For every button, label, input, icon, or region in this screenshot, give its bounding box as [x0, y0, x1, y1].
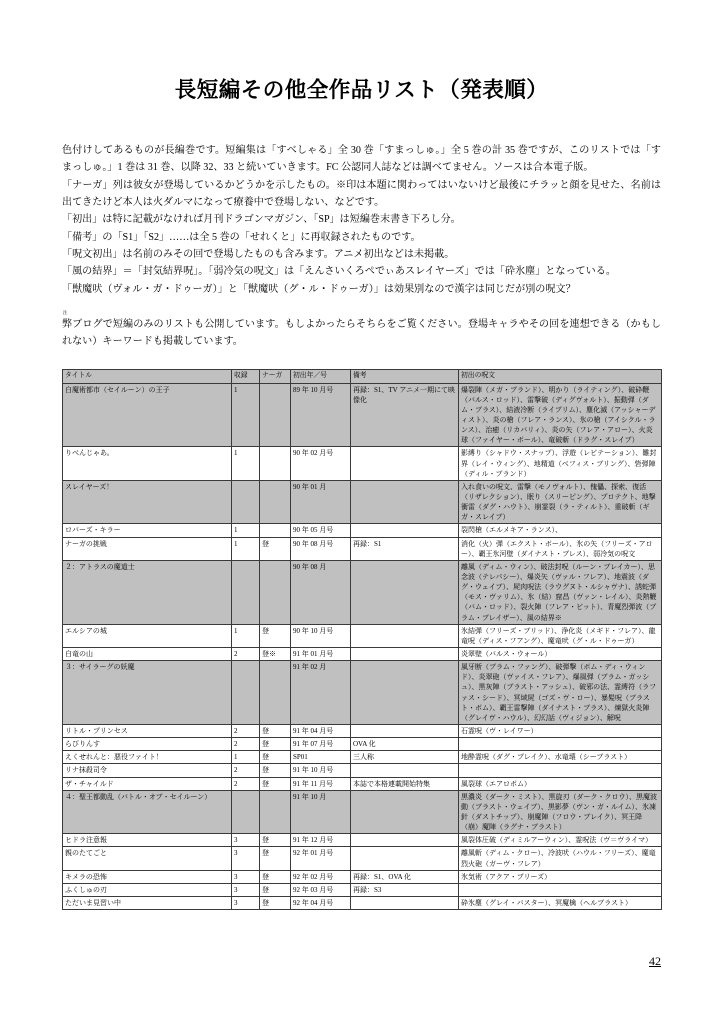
- cell-date: 90 年 02 月号: [291, 447, 351, 480]
- cell-date: SP01: [291, 751, 351, 764]
- cell-spells: 氷気術（アクア・ブリーズ）: [459, 870, 662, 883]
- cell-date: 90 年 08 月号: [291, 537, 351, 560]
- cell-volume: 3: [232, 883, 260, 896]
- table-row: [63, 834, 662, 847]
- cell-naga: 登: [260, 724, 291, 737]
- column-header-date: 初出年／号: [291, 369, 351, 383]
- cell-date: 91 年 07 月号: [291, 738, 351, 751]
- cell-date: 91 年 12 月号: [291, 834, 351, 847]
- cell-notes: [351, 847, 459, 870]
- cell-title: 白魔術都市（セイルーン）の王子: [63, 383, 232, 447]
- cell-spells: 黒濃炎（ダーク・ミスト）、黒旋刃（ダーク・クロウ）、黒魔波動（ブラスト・ウェイブ）、黒影夢（ヴン・ガ・ルイム）、氷凍針（ダストチップ）、崩魔陣（フロウ・ブレイク）、冥王降（崩）魔陣（ラグナ・ブラスト）: [459, 790, 662, 834]
- table-row: [63, 847, 662, 870]
- cell-title: ヒドラ注意報: [63, 834, 232, 847]
- cell-spells: 地酔霊呪（ダグ・ブレイク）、水竜壊（シーブラスト）: [459, 751, 662, 764]
- cell-naga: [260, 560, 291, 624]
- cell-naga: 登: [260, 777, 291, 790]
- cell-volume: 1: [232, 751, 260, 764]
- cell-naga: [260, 524, 291, 537]
- cell-date: 91 年 04 月号: [291, 724, 351, 737]
- table-row: [63, 524, 662, 537]
- cell-notes: [351, 661, 459, 725]
- cell-spells: [459, 738, 662, 751]
- cell-spells: 石霊呪（ヴ・レイワー）: [459, 724, 662, 737]
- cell-notes: [351, 647, 459, 660]
- table-header: [63, 369, 662, 383]
- cell-naga: 登: [260, 847, 291, 870]
- cell-naga: 登※: [260, 647, 291, 660]
- intro-line: 「初出」は特に記載がなければ月刊ドラゴンマガジン、「SP」は短編巻末書き下ろし分。: [62, 214, 461, 226]
- cell-naga: 登: [260, 751, 291, 764]
- cell-date: 90 年 10 月号: [291, 624, 351, 647]
- cell-notes: 再録：S1、OVA 化: [351, 870, 459, 883]
- cell-naga: 登: [260, 896, 291, 909]
- blog-note-text: 弊ブログで短編のみのリストも公開しています。もしよかったらそちらをご覧ください。登場キャラやその回を連想できる（かもしれない）キーワードも掲載しています。: [62, 319, 661, 348]
- cell-volume: 1: [232, 524, 260, 537]
- cell-notes: 三人称: [351, 751, 459, 764]
- column-header-volume: 収録: [232, 369, 260, 383]
- column-header-naga: ナーガ: [260, 369, 291, 383]
- cell-naga: [260, 447, 291, 480]
- cell-date: 92 年 04 月号: [291, 896, 351, 909]
- cell-date: 91 年 10 月: [291, 790, 351, 834]
- cell-title: ロバーズ・キラー: [63, 524, 232, 537]
- intro-line: 「ナーガ」列は彼女が登場しているかどうかを示したもの。※印は本題に関わってはいないけど最後にチラッと顔を見せた、名前は出てきたけど本人は火ダルマになって療養中で登場しない、などです。: [62, 179, 661, 208]
- table-row: [63, 383, 662, 447]
- cell-title: スレイヤーズ！: [63, 480, 232, 524]
- table-row: [63, 447, 662, 480]
- cell-volume: 2: [232, 777, 260, 790]
- cell-date: 91 年 01 月号: [291, 647, 351, 660]
- cell-title: ナーガの挑戦: [63, 537, 232, 560]
- cell-notes: OVA 化: [351, 738, 459, 751]
- cell-naga: [260, 661, 291, 725]
- cell-naga: 登: [260, 883, 291, 896]
- cell-date: 90 年 08 月: [291, 560, 351, 624]
- cell-title: ふくしゅの刃: [63, 883, 232, 896]
- cell-notes: [351, 447, 459, 480]
- cell-spells: [459, 764, 662, 777]
- cell-title: 白竜の山: [63, 647, 232, 660]
- cell-naga: [260, 480, 291, 524]
- cell-notes: [351, 724, 459, 737]
- cell-date: 91 年 11 月号: [291, 777, 351, 790]
- cell-spells: [459, 883, 662, 896]
- cell-spells: 裂閃槍（エルメキア・ランス）、: [459, 524, 662, 537]
- table-row: [63, 560, 662, 624]
- table-row: [63, 537, 662, 560]
- table-row: [63, 480, 662, 524]
- intro-line: 「風の結界」＝「封気結界呪」。「弱冷気の呪文」は「えんさいくろぺでぃあスレイヤーズ」では「砕氷塵」となっている。: [62, 266, 616, 278]
- blog-note-block: [0, 298, 723, 351]
- cell-naga: 登: [260, 624, 291, 647]
- cell-date: 91 年 02 月: [291, 661, 351, 725]
- cell-date: 92 年 03 月号: [291, 883, 351, 896]
- cell-title: リナ抹殺司令: [63, 764, 232, 777]
- table-body: [63, 383, 662, 909]
- cell-spells: 風裂体圧破（ディミルアーウィン）、霊呪法（ヴ＝ヴライマ）: [459, 834, 662, 847]
- works-table: [62, 369, 662, 910]
- cell-volume: [232, 480, 260, 524]
- cell-volume: [232, 790, 260, 834]
- cell-volume: 2: [232, 724, 260, 737]
- cell-notes: [351, 834, 459, 847]
- intro-paragraphs: [0, 104, 723, 298]
- cell-spells: 影縛り（シャドウ・スナップ）、浮遊（レビテーション）、雛封界（レイ・ウィング）、地精道（ベフィス・ブリング）、砦弾陣（ディル・ブランド）: [459, 447, 662, 480]
- table-header-row: [63, 369, 662, 383]
- cell-title: ３：サイラーグの妖魔: [63, 661, 232, 725]
- cell-spells: 離風斬（ディム・クロー）、冷波吠（ハウル・フリーズ）、魔竜烈火砲（ガーヴ・フレア）: [459, 847, 662, 870]
- cell-title: ザ・チャイルド: [63, 777, 232, 790]
- cell-volume: 3: [232, 870, 260, 883]
- cell-notes: [351, 764, 459, 777]
- cell-date: 92 年 02 月号: [291, 870, 351, 883]
- table-row: [63, 624, 662, 647]
- cell-title: キメラの恐怖: [63, 870, 232, 883]
- intro-line: 「獣魔吠（ヴォル・ガ・ドゥーガ）」と「獣魔吠（グ・ル・ドゥーガ）」は効果別なので漢字は同じだが別の呪文？: [62, 283, 576, 295]
- cell-naga: 登: [260, 738, 291, 751]
- cell-notes: [351, 896, 459, 909]
- cell-notes: [351, 624, 459, 647]
- table-row: [63, 647, 662, 660]
- table-row: [63, 790, 662, 834]
- cell-notes: 再録：S1、TV アニメ一期にて映像化: [351, 383, 459, 447]
- intro-line: 「備考」の「S1」「S2」……は全 5 巻の「せれくと」に再収録されたものです。: [62, 231, 421, 243]
- cell-spells: 入れ食いの呪文、雷撃（モノヴォルト）、傀儡、探索、復活（リザレクション）、眠り（スリーピング）、プロテクト、地撃衝雷（ダグ・ハウト）、崩霊裂（ラ・ティルト）、重破斬（ギガ・スレイブ）: [459, 480, 662, 524]
- cell-volume: 2: [232, 647, 260, 660]
- cell-title: エルシアの城: [63, 624, 232, 647]
- cell-volume: 3: [232, 896, 260, 909]
- cell-title: ２：アトラスの魔道士: [63, 560, 232, 624]
- column-header-spells: 初出の呪文: [459, 369, 662, 383]
- cell-volume: [232, 560, 260, 624]
- table-row: [63, 661, 662, 725]
- table-row: [63, 751, 662, 764]
- table-row: [63, 870, 662, 883]
- table-row: [63, 883, 662, 896]
- table-row: [63, 738, 662, 751]
- table-row: [63, 896, 662, 909]
- page-number: 42: [649, 954, 661, 968]
- cell-naga: [260, 790, 291, 834]
- cell-volume: 2: [232, 738, 260, 751]
- cell-volume: 3: [232, 834, 260, 847]
- column-header-notes: 備考: [351, 369, 459, 383]
- cell-spells: 風牙断（ブラム・ファング）、破弾撃（ボム・ディ・ウィンド）、炎翠砲（ヴァイス・フレア）、爆風弾（ブラム・ガッシュ）、黒灰陣（ブラスト・アッシュ）、破邪の法、霊縛符（ラファス・シード）、冥域屍（ゴズ・ヴ・ロー）、暴髪呪（ブラスト・ボム）、覇王雷撃陣（ダイナスト・ブラス）、煉獄火炎陣（グレイヴ・ハウル）、幻幻話（ヴィジョン）、解呪: [459, 661, 662, 725]
- cell-spells: 砕氷塵（グレイ・バスター）、冥魔檎（ヘルブラスト）: [459, 896, 662, 909]
- cell-title: らびりんす: [63, 738, 232, 751]
- cell-title: えくせれんと：悪役ファイト！: [63, 751, 232, 764]
- cell-volume: [232, 661, 260, 725]
- cell-spells: 離風（ディム・ウィン）、破法封呪（ルーン・ブレイカー）、思念波（テレパシー）、爆炎矢（ヴァル・フレア）、地震波（ダグ・ウェイブ）、屍肉呪法（ラウグヌト・ルシャヴナ）、誘蛇弾（モス・ヴァリム）、氷（結）窟昌（ヴァン・レイル）、炎熱鞭（バム・ロッド）、裂火陣（フレア・ビット）、青魔烈弾波（ブラム・ブレイザー）、風の結界※: [459, 560, 662, 624]
- cell-notes: [351, 790, 459, 834]
- cell-date: 90 年 01 月: [291, 480, 351, 524]
- cell-spells: 氷結弾（フリーズ・ブリッド）、浄化炎（メギド・フレア）、龍竜呪（ディス・フアング）、魔竜吠（グ・ル・ドゥーガ）: [459, 624, 662, 647]
- cell-title: 親のたてごと: [63, 847, 232, 870]
- cell-volume: 3: [232, 847, 260, 870]
- cell-naga: 登: [260, 764, 291, 777]
- cell-title: リトル・プリンセス: [63, 724, 232, 737]
- cell-spells: 風裂球（エアロボム）: [459, 777, 662, 790]
- cell-volume: 1: [232, 383, 260, 447]
- cell-spells: 爆裂陣（メガ・ブランド）、明かり（ライティング）、破砕鞭（バルス・ロッド）、雷撃破（ディグヴォルト）、振動弾（ダム・ブラス）、結液冷断（ライブリム）、塵化滅（アッシャーディスト）、炎の槍（フレア・ランス）、氷の槍（アイシクル・ランス）、治癒（リカバリィ）、炎の矢（フレア・アロー）、火炎球（ファイヤー・ボール）、竜破斬（ドラグ・スレイブ）: [459, 383, 662, 447]
- cell-notes: [351, 524, 459, 537]
- page-title: 長短編その他全作品リスト（発表順）: [174, 78, 549, 102]
- column-header-title: タイトル: [63, 369, 232, 383]
- cell-notes: 本誌で本格連載開始特集: [351, 777, 459, 790]
- cell-date: 92 年 01 月号: [291, 847, 351, 870]
- cell-volume: 2: [232, 764, 260, 777]
- cell-volume: 1: [232, 624, 260, 647]
- cell-spells: 炎翠壁（バルス・ウォール）: [459, 647, 662, 660]
- works-table-container: [0, 351, 723, 910]
- cell-naga: 登: [260, 537, 291, 560]
- cell-spells: 消化（火）弾（エクスト・ボール）、氷の矢（フリーズ・アロー）、覇王氷河壁（ダイナスト・ブレス）、弱冷気の呪文: [459, 537, 662, 560]
- cell-date: 89 年 10 月号: [291, 383, 351, 447]
- intro-line: 「呪文初出」は名前のみその回で登場したものも含みます。アニメ初出などは未掲載。: [62, 248, 455, 260]
- cell-notes: [351, 560, 459, 624]
- cell-date: 91 年 10 月号: [291, 764, 351, 777]
- cell-title: ただいま見習い中: [63, 896, 232, 909]
- cell-notes: 再録：S1: [351, 537, 459, 560]
- cell-naga: 登: [260, 870, 291, 883]
- cell-date: 90 年 05 月号: [291, 524, 351, 537]
- table-row: [63, 764, 662, 777]
- cell-volume: 1: [232, 537, 260, 560]
- cell-title: ４：聖王都動乱（バトル・オブ・セイルーン）: [63, 790, 232, 834]
- cell-notes: 再録：S3: [351, 883, 459, 896]
- intro-line: 色付けしてあるものが長編巻です。短編集は「すべしゃる」全 30 巻「すまっしゅ。」全 5 巻の計 35 巻ですが、このリストでは「すまっしゅ。」1 巻は 31 巻、以降 32、33 と続いていきます。FC 公認同人誌などは調べてません。ソースは合本電子版。: [62, 144, 661, 174]
- cell-title: りべんじゃあ。: [63, 447, 232, 480]
- cell-naga: [260, 383, 291, 447]
- footnote-mark: 注: [63, 310, 68, 316]
- cell-naga: 登: [260, 834, 291, 847]
- cell-volume: 1: [232, 447, 260, 480]
- cell-notes: [351, 480, 459, 524]
- table-row: [63, 777, 662, 790]
- table-row: [63, 724, 662, 737]
